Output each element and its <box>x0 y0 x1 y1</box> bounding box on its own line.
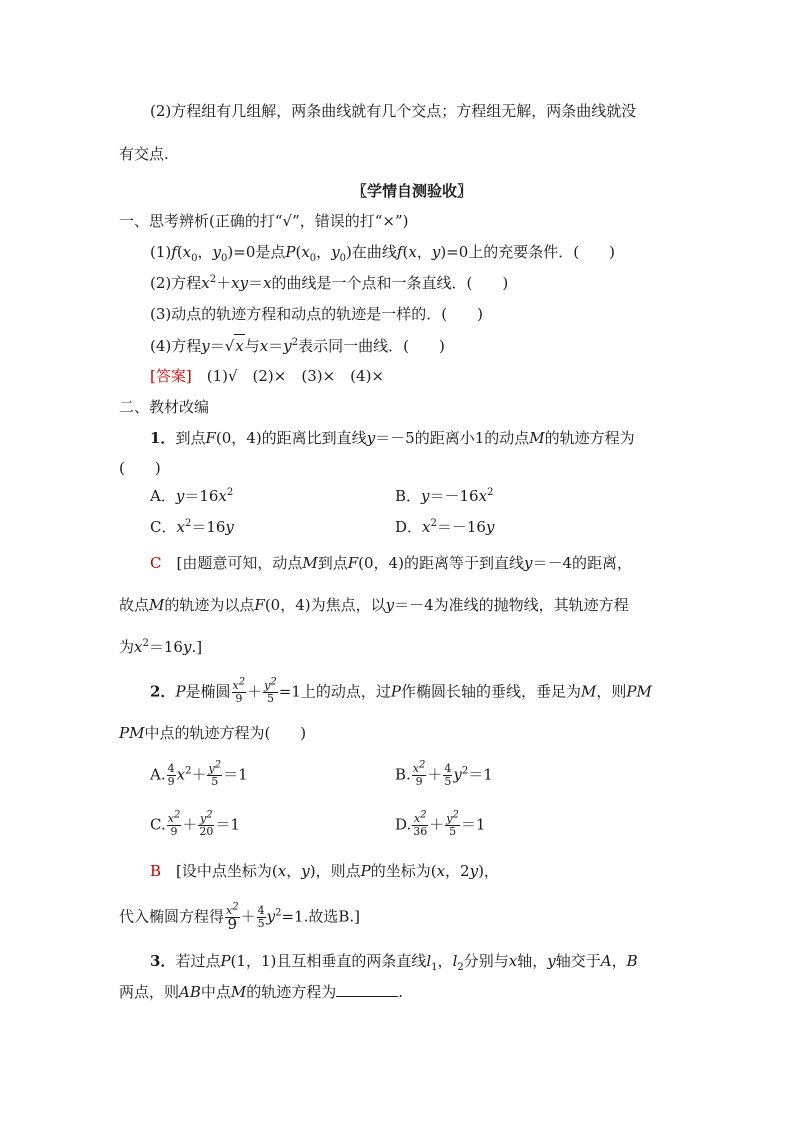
problem-1-option-c: C．$x^2=16y$ <box>150 518 234 536</box>
answer-label: [答案] <box>150 367 192 385</box>
problem-1-stem: 1．到点F(0，4)的距离比到直线y＝－5的距离小1的动点M的轨迹方程为 <box>150 429 635 447</box>
part1-question-2: (2)方程$x^2+xy=x$的曲线是一个点和一条直线．( ) <box>150 274 509 292</box>
part1-question-4: (4)方程y＝√x与$x=y^2$表示同一曲线．( ) <box>150 334 445 357</box>
problem-2-option-d: D. $\frac{x^2}{36}$ ＋ $\frac{y^2}{5}$ ＝1 <box>395 809 486 838</box>
problem-1-paren: ( ) <box>119 459 161 477</box>
problem-1-solution-line-1: C [由题意可知，动点M到点F(0，4)的距离等于到直线y＝－4的距离， <box>150 554 633 572</box>
problem-2-answer: B <box>150 862 162 880</box>
problem-1-answer: C <box>150 554 162 572</box>
part1-title: 一、思考辨析(正确的打“√”，错误的打“×”) <box>119 212 409 230</box>
problem-2-stem-line-2: PM中点的轨迹方程为( ) <box>119 724 307 742</box>
problem-2-option-a: A. $\frac{4}{9}$ $x^2+$ $\frac{y^2}{5}$ ＝1 <box>150 759 248 788</box>
intro-line-1: (2)方程组有几组解，两条曲线就有几个交点；方程组无解，两条曲线就没 <box>150 102 637 120</box>
problem-1-option-a: A．$y=16x^2$ <box>150 487 234 505</box>
problem-2-option-c: C. $\frac{x^2}{9}$ ＋ $\frac{y^2}{20}$ ＝1 <box>150 809 240 838</box>
problem-2-stem: 2．P是椭圆 $\frac{x^2}{9}$ ＋ $\frac{y^2}{5}$ =1上的动点，过P作椭圆长轴的垂线，垂足为M，则PM <box>150 676 652 705</box>
problem-3-stem: 3．若过点P(1，1)且互相垂直的两条直线$l_1$，$l_2$分别与x轴，y轴交于A，B <box>150 952 638 973</box>
problem-2-solution-line-2: 代入椭圆方程得 $\frac{x^2}{9}$ ＋ $\frac{4}{5}$ $y^2=1$.故选B.] <box>119 901 361 933</box>
problem-1-option-b: B．$y=-16x^2$ <box>395 487 494 505</box>
problem-1-solution-line-2: 故点M的轨迹为以点F(0，4)为焦点，以y＝－4为准线的抛物线，其轨迹方程 <box>119 596 629 614</box>
problem-1-option-d: D．$x^2=-16y$ <box>395 518 495 536</box>
section-header: 〖学情自测验收〗 <box>352 182 473 200</box>
part1-question-1: $(1)f(x_0$，$y_0)=0$是点$P(x_0$，$y_0$)在曲线f(x，y)=0上的充要条件．( ) <box>150 243 615 264</box>
problem-1-solution-line-3: 为$x^2=16y$.] <box>119 638 203 656</box>
intro-line-2: 有交点. <box>119 145 169 163</box>
problem-3-stem-line-2: 两点，则AB中点M的轨迹方程为 . <box>119 983 404 1001</box>
answer-blank[interactable] <box>336 982 398 997</box>
part2-title: 二、教材改编 <box>119 398 210 416</box>
problem-2-option-b: B. $\frac{x^2}{9}$ ＋ $\frac{4}{5}$ $y^2=1$ <box>395 759 493 788</box>
problem-2-solution-line-1: B [设中点坐标为(x，y)，则点P的坐标为(x，2y)， <box>150 862 499 880</box>
part1-answers: [答案] (1)√ (2)× (3)× (4)× <box>150 367 384 385</box>
part1-question-3: (3)动点的轨迹方程和动点的轨迹是一样的．( ) <box>150 305 483 323</box>
